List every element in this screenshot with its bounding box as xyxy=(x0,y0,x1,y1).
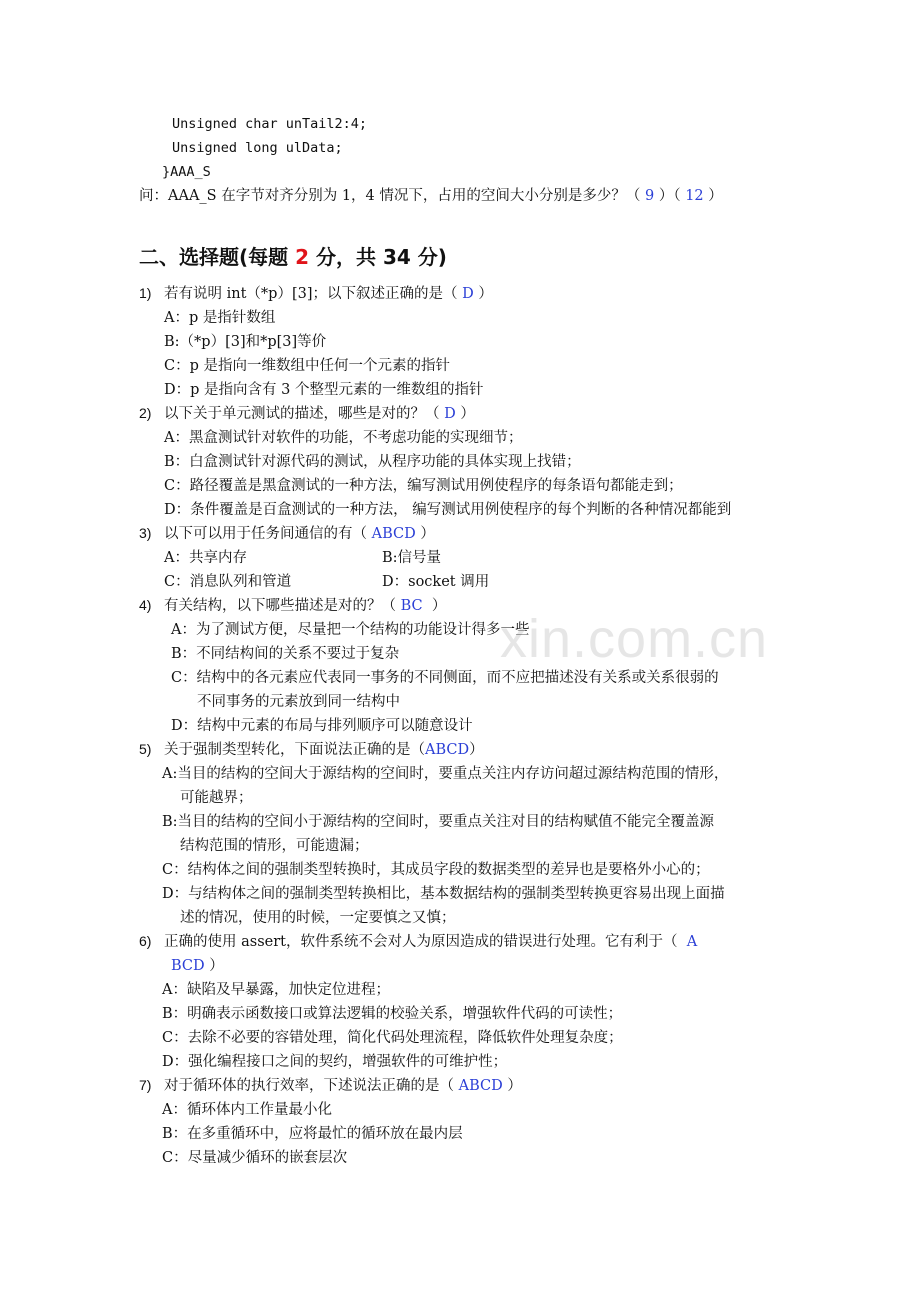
question-number: 3) xyxy=(139,525,152,541)
stem-text: 对于循环体的执行效率，下述说法正确的是（ xyxy=(164,1078,459,1094)
option: B：明确表示函数接口或算法逻辑的校验关系，增强软件代码的可读性； xyxy=(162,1006,623,1022)
answer: ABCD xyxy=(425,742,470,758)
answer: 12 xyxy=(685,188,704,204)
question-number: 4) xyxy=(139,597,152,613)
prev-question-text: 问：AAA_S 在字节对齐分别为 1，4 情况下，占用的空间大小分别是多少？（ xyxy=(139,188,645,204)
question-stem xyxy=(164,524,435,544)
stem-text: 以下可以用于任务间通信的有（ xyxy=(164,526,372,542)
answer: 9 xyxy=(644,188,655,204)
stem-end: ） xyxy=(473,286,493,302)
option: D：与结构体之间的强制类型转换相比，基本数据结构的强制类型转换更容易出现上面描 xyxy=(162,886,725,902)
answer: ABCD xyxy=(371,526,416,542)
option: D：结构中元素的布局与排列顺序可以随意设计 xyxy=(171,718,473,734)
option: C：去除不必要的容错处理，简化代码处理流程，降低软件处理复杂度； xyxy=(162,1030,623,1046)
question-stem xyxy=(164,932,697,952)
option: C：尽量减少循环的嵌套层次 xyxy=(162,1150,348,1166)
option: D：条件覆盖是百盒测试的一种方法， 编写测试用例使程序的每个判断的各种情况都能到 xyxy=(164,502,732,518)
option: A：循环体内工作量最小化 xyxy=(162,1102,332,1118)
option: B：在多重循环中，应将最忙的循环放在最内层 xyxy=(162,1126,463,1142)
stem-end: ） xyxy=(469,742,484,758)
option: B:信号量 xyxy=(382,550,442,566)
option: A：共享内存 xyxy=(164,550,247,566)
option: A:当目的结构的空间大于源结构的空间时，要重点关注内存访问超过源结构范围的情形， xyxy=(162,766,729,782)
option: B：白盒测试针对源代码的测试，从程序功能的具体实现上找错； xyxy=(164,454,581,470)
option: A：缺陷及早暴露，加快定位进程； xyxy=(162,982,390,998)
answer: D xyxy=(444,406,456,422)
question-stem xyxy=(164,284,493,304)
question-number: 6) xyxy=(139,933,152,949)
code-line: Unsigned char unTail2:4; xyxy=(172,116,368,132)
prev-question-end: ） xyxy=(703,188,723,204)
answer: BC xyxy=(400,598,423,614)
prev-question xyxy=(139,186,723,206)
stem-text: 以下关于单元测试的描述，哪些是对的？（ xyxy=(164,406,445,422)
stem-end: ） xyxy=(204,958,224,974)
answer: D xyxy=(462,286,474,302)
option: A：黑盒测试针对软件的功能，不考虑功能的实现细节； xyxy=(164,430,523,446)
watermark: xin.com.cn xyxy=(500,609,769,669)
answer: A xyxy=(686,934,698,950)
option: A：为了测试方便，尽量把一个结构的功能设计得多一些 xyxy=(171,622,530,638)
question-stem xyxy=(164,1076,522,1096)
section-prefix: 二、选择题(每题 xyxy=(139,245,296,269)
option-continuation: 结构范围的情形，可能遗漏； xyxy=(180,838,369,854)
option: D：p 是指向含有 3 个整型元素的一维数组的指针 xyxy=(164,382,484,398)
option: B：不同结构间的关系不要过于复杂 xyxy=(171,646,400,662)
stem-text: 关于强制类型转化，下面说法正确的是（ xyxy=(164,742,425,758)
prev-question-mid: ）（ xyxy=(654,188,686,204)
question-number: 1) xyxy=(139,285,152,301)
question-stem-continuation xyxy=(171,956,224,976)
option: C：结构体之间的强制类型转换时，其成员字段的数据类型的差异也是要格外小心的； xyxy=(162,862,710,878)
question-stem xyxy=(164,596,446,616)
question-number: 7) xyxy=(139,1077,152,1093)
option: D：socket 调用 xyxy=(382,574,490,590)
code-line: }AAA_S xyxy=(162,164,211,180)
stem-end: ） xyxy=(415,526,435,542)
section-suffix: 分，共 34 分) xyxy=(309,245,447,269)
option: C：消息队列和管道 xyxy=(164,574,292,590)
question-stem xyxy=(164,740,484,760)
option: D：强化编程接口之间的契约，增强软件的可维护性； xyxy=(162,1054,508,1070)
stem-text: 若有说明 int（*p）[3]；以下叙述正确的是（ xyxy=(164,286,463,302)
code-line: Unsigned long ulData; xyxy=(172,140,343,156)
section-points: 2 xyxy=(295,245,310,269)
stem-end: ） xyxy=(422,598,447,614)
stem-end: ） xyxy=(455,406,475,422)
option: B:当目的结构的空间小于源结构的空间时，要重点关注对目的结构赋值不能完全覆盖源 xyxy=(162,814,715,830)
question-number: 2) xyxy=(139,405,152,421)
answer: ABCD xyxy=(458,1078,503,1094)
option: B:（*p）[3]和*p[3]等价 xyxy=(164,334,327,350)
stem-text: 有关结构，以下哪些描述是对的？（ xyxy=(164,598,401,614)
stem-text: 正确的使用 assert，软件系统不会对人为原因造成的错误进行处理。它有利于（ xyxy=(164,934,687,950)
option: C：p 是指向一维数组中任何一个元素的指针 xyxy=(164,358,450,374)
option-continuation: 可能越界； xyxy=(180,790,253,806)
option: C：路径覆盖是黑盒测试的一种方法，编写测试用例使程序的每条语句都能走到； xyxy=(164,478,683,494)
question-number: 5) xyxy=(139,741,152,757)
stem-end: ） xyxy=(502,1078,522,1094)
option-continuation: 述的情况，使用的时候，一定要慎之又慎； xyxy=(180,910,456,926)
option: C：结构中的各元素应代表同一事务的不同侧面，而不应把描述没有关系或关系很弱的 xyxy=(171,670,719,686)
option: A：p 是指针数组 xyxy=(164,310,276,326)
option-continuation: 不同事务的元素放到同一结构中 xyxy=(197,694,400,710)
question-stem xyxy=(164,404,475,424)
answer: BCD xyxy=(171,958,205,974)
section-heading xyxy=(139,243,447,271)
